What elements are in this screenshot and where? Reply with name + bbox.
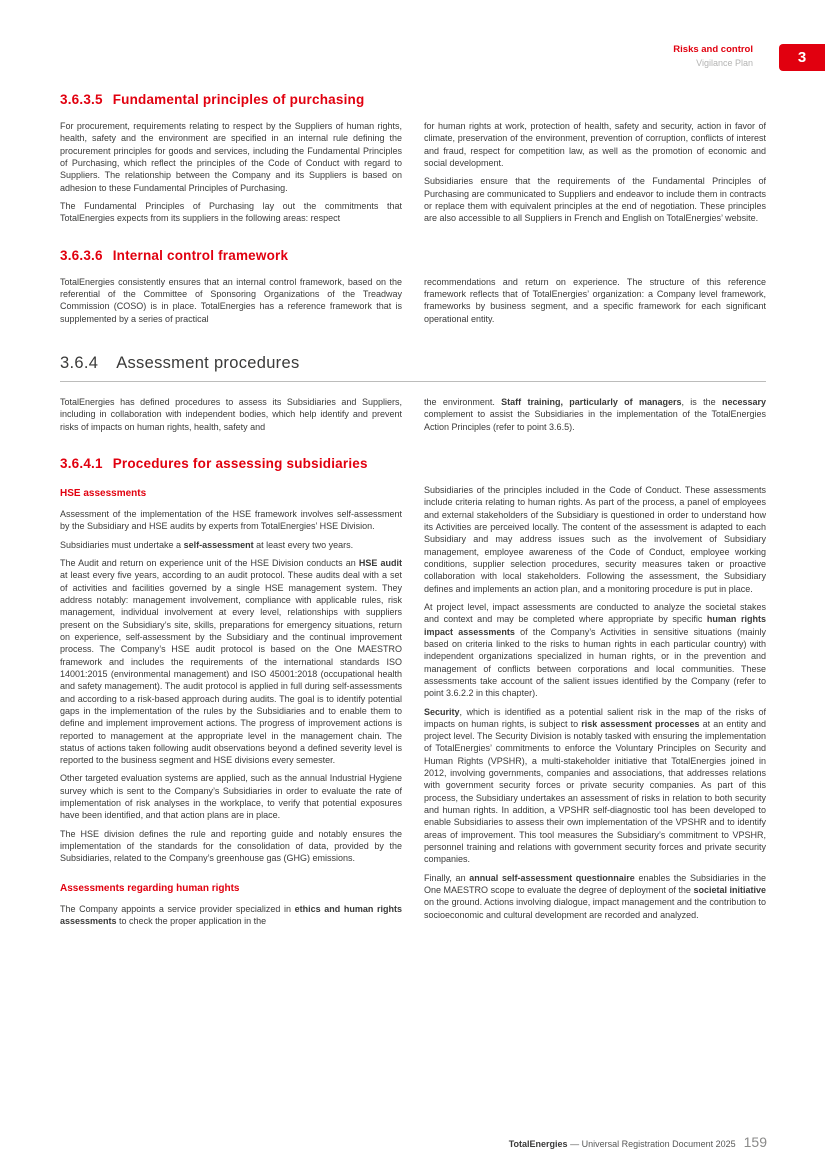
section-number: 3.6.3.6 [60, 247, 103, 263]
body-paragraph: Security, which is identified as a potential salient risk in the map of the risks of impacts on human rights, is subject to risk assessment processes at an entity and project level. The Security Division is notably tasked with ensuring the implementation of TotalEnergies’ commitments to enforce the Voluntary Principles on Security and Human Rights (VPSHR), a multi-stakeholder initiative that TotalEnergies joined in 2012, involving governments, companies and associations, that addresses relations with government security forces or private security companies. As part of this process, the Subsidiary undertakes an assessment of risks in relation to both security and human rights. In addition, a VPSHR self-diagnostic tool has been developed to enable Subsidiaries to assess their own implementation of the VPSHR and to identify areas of improvement. This tool measures the Subsidiary’s commitment to VPSHR, personnel training and relations with government security forces and private security companies. [424, 706, 766, 865]
section-title: Fundamental principles of purchasing [112, 92, 365, 107]
column-right [424, 396, 766, 439]
section-heading-3641 [60, 456, 766, 471]
body-paragraph: Assessment of the implementation of the HSE framework involves self-assessment by the Subsidiary and HSE audits by experts from TotalEnergies’ HSE Division. [60, 508, 402, 532]
subsection-heading-human-rights: Assessments regarding human rights [60, 882, 240, 894]
running-header [673, 44, 753, 69]
footer-document-title: — Universal Registration Document 2025 [567, 1139, 736, 1149]
body-paragraph: TotalEnergies has defined procedures to assess its Subsidiaries and Suppliers, including in collaboration with independent bodies, which help identify and prevent risks of impacts on human rights, health, safety and [60, 396, 402, 432]
body-paragraph: Subsidiaries of the principles included in the Code of Conduct. These assessments include criteria relating to human rights. As part of the process, a panel of employees and external stakeholders of the Subsidiary is questioned in order to understand how its Activities are perceived locally. The content of the assessment is adapted to each Subsidiary and may address issues such as the involvement of Subsidiary management, employee awareness of the Code of Conduct, employee working conditions, supplier selection procedures, security measures taken or proactive collaboration with local stakeholders. Following the assessment, the Subsidiary defines and implements an action plan, and a monitoring procedure is put in place. [424, 484, 766, 594]
body-paragraph: The HSE division defines the rule and reporting guide and notably ensures the implementation of the standards for the consolidation of data, provided by the Subsidiaries, related to the Company’s greenhouse gas (GHG) emissions. [60, 828, 402, 864]
chapter-number-tab: 3 [779, 44, 825, 71]
body-paragraph: At project level, impact assessments are conducted to analyze the societal stakes and context and may be completed where appropriate by specific human rights impact assessments of the Company’s Activities in sensitive situations (mainly based on criteria linked to the risks to human rights in each particular country) with independent organizations specialized in human rights, or in the prevention and management of conflicts between corporations and local communities. These assessments take account of the salient issues identified by the Company (refer to point 3.6.2.2 in this chapter). [424, 601, 766, 699]
column-left [60, 120, 402, 231]
body-paragraph: Subsidiaries ensure that the requirements of the Fundamental Principles of Purchasing are communicated to Suppliers and endeavor to include them in contracts or replace them with equivalent principles at the end of negotiation. These principles are also accessible to all Suppliers in French and English on TotalEnergies’ website. [424, 176, 766, 224]
column-left [60, 276, 402, 331]
section-3641-body [60, 484, 766, 934]
section-3635-body [60, 120, 766, 231]
column-left [60, 484, 402, 934]
section-number: 3.6.4 [60, 353, 99, 372]
body-paragraph: Other targeted evaluation systems are applied, such as the annual Industrial Hygiene survey which is sent to the Company’s Subsidiaries in order to evaluate the rate of implementation of risk analyses in the workplace, to verify that potential exposures have been identified, and that action plans are in place. [60, 773, 402, 821]
footer-text [509, 1139, 736, 1149]
footer-page-number: 159 [743, 1134, 767, 1150]
column-right [424, 484, 766, 934]
column-right [424, 120, 766, 231]
section-3636-body [60, 276, 766, 331]
section-364-body [60, 396, 766, 439]
section-number: 3.6.3.5 [60, 92, 103, 107]
section-title: Procedures for assessing subsidiaries [112, 455, 368, 471]
column-left [60, 396, 402, 439]
page-content [60, 92, 766, 933]
body-paragraph: Subsidiaries must undertake a self-assessment at least every two years. [60, 539, 354, 550]
footer-brand: TotalEnergies [508, 1139, 568, 1149]
body-paragraph: For procurement, requirements relating to respect by the Suppliers of human rights, health, safety and the environment are specified in an internal rule defining the procurement principles for goods and services, including the Fundamental Principles of Purchasing, which reflect the principles of the Code of Conduct with regard to Suppliers. The relationship between the Company and its Suppliers is based on adhesion to these Fundamental Principles of Purchasing. [60, 121, 402, 193]
section-heading-3636 [60, 248, 766, 263]
section-title: Assessment procedures [116, 353, 300, 372]
body-paragraph: for human rights at work, protection of health, safety and security, action in favor of climate, preservation of the environment, prevention of corruption, conflicts of interest and fraud, respect for competition law, as well as the promotion of economic and social development. [424, 121, 766, 168]
body-paragraph: The Company appoints a service provider specialized in ethics and human rights assessments to check the proper application in the [60, 903, 402, 927]
page-footer [509, 1134, 767, 1150]
section-heading-3635 [60, 92, 766, 107]
body-paragraph: The Fundamental Principles of Purchasing lay out the commitments that TotalEnergies expects from its suppliers in the following areas: respect [60, 200, 402, 224]
body-paragraph: TotalEnergies consistently ensures that an internal control framework, based on the referential of the Committee of Sponsoring Organizations of the Treadway Commission (COSO) is in place. TotalEnergies has a reference framework that is supplemented by a series of practical [60, 276, 402, 324]
section-title: Internal control framework [112, 247, 289, 263]
body-paragraph: the environment. Staff training, particularly of managers, is the necessary complement to assist the Subsidiaries in the implementation of the TotalEnergies Action Principles (refer to point 3.6.5). [424, 396, 766, 432]
body-paragraph: Finally, an annual self-assessment questionnaire enables the Subsidiaries in the One MAESTRO scope to evaluate the degree of deployment of the societal initiative on the ground. Actions involving dialogue, impact management and the contribution to socioeconomic and cultural development are recorded and analyzed. [424, 872, 767, 920]
body-paragraph: recommendations and return on experience. The structure of this reference framework reflects that of TotalEnergies’ organization: a Company level framework, frameworks by business segment, and a specific framework for each significant operational entity. [424, 276, 766, 324]
section-number: 3.6.4.1 [60, 455, 103, 471]
header-subsection-label: Vigilance Plan [696, 57, 753, 68]
subsection-heading-hse: HSE assessments [60, 487, 147, 499]
header-section-label: Risks and control [673, 44, 753, 55]
column-right [424, 276, 766, 331]
body-paragraph: The Audit and return on experience unit of the HSE Division conducts an HSE audit at least every five years, according to an audit protocol. These audits deal with a set of activities and facilities governed by a single HSE management system. They address notably: management involvement, compliance with applicable rules, risk management, individual involvement at every level, relationships with suppliers present on the Subsidiary’s site, skills, preparations for emergency situations, return on experience, self-assessment by the Subsidiary and the continual improvement process. The Company’s HSE audit protocol is based on the One MAESTRO framework and includes the requirements of the international standards ISO 14001:2015 (environmental management) and ISO 45001:2018 (occupational health and safety management). The audit protocol is applied in full during self-assessments and according to a risk-based approach during audits. The goal is to identify potential gaps in the implementation of the rules by the Subsidiaries and to enable them to define and implement improvement actions. The progress of improvement actions is reported to management at the appropriate level in the management chain. The status of actions taken following audit observations beyond a defined severity level is reported to the business segment and HSE divisions every semester. [60, 557, 402, 766]
section-heading-364 [60, 354, 766, 382]
